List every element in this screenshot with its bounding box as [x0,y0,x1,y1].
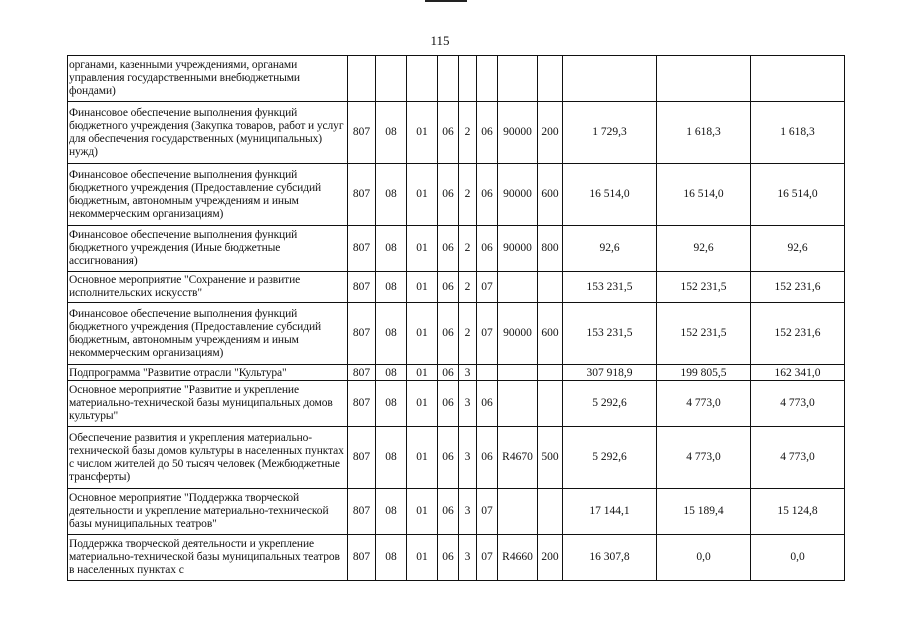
code-subprogram-cell: 2 [459,226,477,272]
code-subsection-cell [407,56,438,102]
code-section-cell: 08 [376,535,407,581]
code-section-cell [376,56,407,102]
code-event-cell [477,56,498,102]
code-subprogram-cell: 2 [459,164,477,226]
row-name-cell: Основное мероприятие "Поддержка творческой деятельности и укрепление материально-технической базы муниципальных театров" [68,489,348,535]
row-name-cell: Основное мероприятие "Развитие и укрепление материально-технической базы муниципальных домов культуры" [68,381,348,427]
code-program-cell: 06 [438,272,459,303]
code-program-cell: 06 [438,303,459,365]
code-subsection-cell: 01 [407,272,438,303]
code-program-cell: 06 [438,381,459,427]
code-ministry-cell: 807 [348,102,376,164]
code-direction-cell [498,56,538,102]
code-section-cell: 08 [376,226,407,272]
code-direction-cell [498,489,538,535]
amount-year-3-cell: 4 773,0 [751,427,845,489]
code-program-cell: 06 [438,365,459,381]
code-program-cell: 06 [438,427,459,489]
code-ministry-cell [348,56,376,102]
code-event-cell: 06 [477,427,498,489]
code-subprogram-cell [459,56,477,102]
amount-year-3-cell: 0,0 [751,535,845,581]
table-row [68,365,845,381]
amount-year-2-cell: 199 805,5 [657,365,751,381]
table-row [68,303,845,365]
row-name-cell: органами, казенными учреждениями, органами управления государственными внебюджетными фондами) [68,56,348,102]
row-name-cell: Основное мероприятие "Сохранение и развитие исполнительских искусств" [68,272,348,303]
amount-year-3-cell: 152 231,6 [751,272,845,303]
code-event-cell [477,365,498,381]
table-row [68,164,845,226]
code-subsection-cell: 01 [407,303,438,365]
row-name-cell: Финансовое обеспечение выполнения функций бюджетного учреждения (Предоставление субсидий бюджетным, автономным учреждениям и иным некоммерческим организациям) [68,164,348,226]
code-expense-type-cell: 500 [538,427,563,489]
row-name-cell: Финансовое обеспечение выполнения функций бюджетного учреждения (Закупка товаров, работ и услуг для обеспечения государственных (муниципальных) нужд) [68,102,348,164]
code-expense-type-cell [538,489,563,535]
amount-year-2-cell: 92,6 [657,226,751,272]
code-expense-type-cell [538,56,563,102]
table-row [68,535,845,581]
amount-year-1-cell: 92,6 [563,226,657,272]
code-section-cell: 08 [376,272,407,303]
code-ministry-cell: 807 [348,164,376,226]
code-subprogram-cell: 3 [459,535,477,581]
code-subsection-cell: 01 [407,427,438,489]
amount-year-1-cell: 153 231,5 [563,303,657,365]
code-subprogram-cell: 2 [459,102,477,164]
table-row [68,226,845,272]
code-event-cell: 07 [477,489,498,535]
row-name-cell: Финансовое обеспечение выполнения функций бюджетного учреждения (Иные бюджетные ассигнования) [68,226,348,272]
code-section-cell: 08 [376,164,407,226]
code-event-cell: 06 [477,381,498,427]
amount-year-3-cell: 16 514,0 [751,164,845,226]
amount-year-1-cell: 5 292,6 [563,427,657,489]
amount-year-3-cell: 162 341,0 [751,365,845,381]
amount-year-1-cell: 307 918,9 [563,365,657,381]
code-ministry-cell: 807 [348,365,376,381]
code-event-cell: 06 [477,102,498,164]
code-direction-cell: 90000 [498,226,538,272]
row-name-cell: Поддержка творческой деятельности и укрепление материально-технической базы муниципальных театров в населенных пунктах с [68,535,348,581]
code-direction-cell [498,381,538,427]
code-subprogram-cell: 3 [459,381,477,427]
code-expense-type-cell [538,381,563,427]
code-event-cell: 07 [477,535,498,581]
code-subsection-cell: 01 [407,535,438,581]
amount-year-2-cell: 0,0 [657,535,751,581]
amount-year-3-cell: 152 231,6 [751,303,845,365]
page-number: 115 [430,33,450,48]
code-event-cell: 07 [477,272,498,303]
amount-year-1-cell: 16 307,8 [563,535,657,581]
code-expense-type-cell [538,272,563,303]
amount-year-3-cell [751,56,845,102]
code-direction-cell [498,272,538,303]
amount-year-2-cell: 152 231,5 [657,303,751,365]
code-section-cell: 08 [376,303,407,365]
code-expense-type-cell: 600 [538,164,563,226]
amount-year-3-cell: 4 773,0 [751,381,845,427]
table-row [68,56,845,102]
amount-year-1-cell: 16 514,0 [563,164,657,226]
code-program-cell: 06 [438,535,459,581]
code-section-cell: 08 [376,365,407,381]
amount-year-1-cell: 5 292,6 [563,381,657,427]
amount-year-2-cell: 15 189,4 [657,489,751,535]
amount-year-2-cell: 4 773,0 [657,427,751,489]
code-subsection-cell: 01 [407,365,438,381]
code-expense-type-cell: 200 [538,102,563,164]
code-subprogram-cell: 3 [459,365,477,381]
code-event-cell: 06 [477,164,498,226]
top-edge-line [425,0,467,2]
code-ministry-cell: 807 [348,381,376,427]
code-ministry-cell: 807 [348,226,376,272]
code-program-cell [438,56,459,102]
code-program-cell: 06 [438,226,459,272]
table-row [68,427,845,489]
amount-year-2-cell: 16 514,0 [657,164,751,226]
budget-table [67,55,845,581]
code-subsection-cell: 01 [407,381,438,427]
code-subprogram-cell: 2 [459,303,477,365]
row-name-cell: Обеспечение развития и укрепления материально-технической базы домов культуры в населенных пунктах с числом жителей до 50 тысяч человек (Межбюджетные трансферты) [68,427,348,489]
code-ministry-cell: 807 [348,272,376,303]
code-direction-cell: R4670 [498,427,538,489]
code-event-cell: 06 [477,226,498,272]
amount-year-2-cell: 152 231,5 [657,272,751,303]
code-expense-type-cell: 200 [538,535,563,581]
code-expense-type-cell: 800 [538,226,563,272]
code-subprogram-cell: 3 [459,427,477,489]
code-event-cell: 07 [477,303,498,365]
code-ministry-cell: 807 [348,303,376,365]
amount-year-1-cell: 17 144,1 [563,489,657,535]
budget-table-body [68,56,845,581]
code-subprogram-cell: 2 [459,272,477,303]
amount-year-2-cell: 4 773,0 [657,381,751,427]
code-section-cell: 08 [376,381,407,427]
amount-year-1-cell: 153 231,5 [563,272,657,303]
code-program-cell: 06 [438,102,459,164]
code-direction-cell [498,365,538,381]
amount-year-1-cell: 1 729,3 [563,102,657,164]
amount-year-2-cell: 1 618,3 [657,102,751,164]
code-program-cell: 06 [438,489,459,535]
code-expense-type-cell: 600 [538,303,563,365]
code-subsection-cell: 01 [407,164,438,226]
code-expense-type-cell [538,365,563,381]
row-name-cell: Подпрограмма "Развитие отрасли "Культура" [68,365,348,381]
table-row [68,381,845,427]
code-subsection-cell: 01 [407,102,438,164]
code-section-cell: 08 [376,427,407,489]
code-ministry-cell: 807 [348,427,376,489]
amount-year-2-cell [657,56,751,102]
amount-year-3-cell: 15 124,8 [751,489,845,535]
code-direction-cell: 90000 [498,102,538,164]
row-name-cell: Финансовое обеспечение выполнения функций бюджетного учреждения (Предоставление субсидий бюджетным, автономным учреждениям и иным некоммерческим организациям) [68,303,348,365]
code-subprogram-cell: 3 [459,489,477,535]
amount-year-3-cell: 92,6 [751,226,845,272]
amount-year-3-cell: 1 618,3 [751,102,845,164]
code-direction-cell: 90000 [498,164,538,226]
code-subsection-cell: 01 [407,489,438,535]
code-direction-cell: R4660 [498,535,538,581]
code-subsection-cell: 01 [407,226,438,272]
code-section-cell: 08 [376,102,407,164]
code-direction-cell: 90000 [498,303,538,365]
amount-year-1-cell [563,56,657,102]
code-ministry-cell: 807 [348,535,376,581]
table-row [68,489,845,535]
code-ministry-cell: 807 [348,489,376,535]
table-row [68,102,845,164]
code-section-cell: 08 [376,489,407,535]
table-row [68,272,845,303]
code-program-cell: 06 [438,164,459,226]
